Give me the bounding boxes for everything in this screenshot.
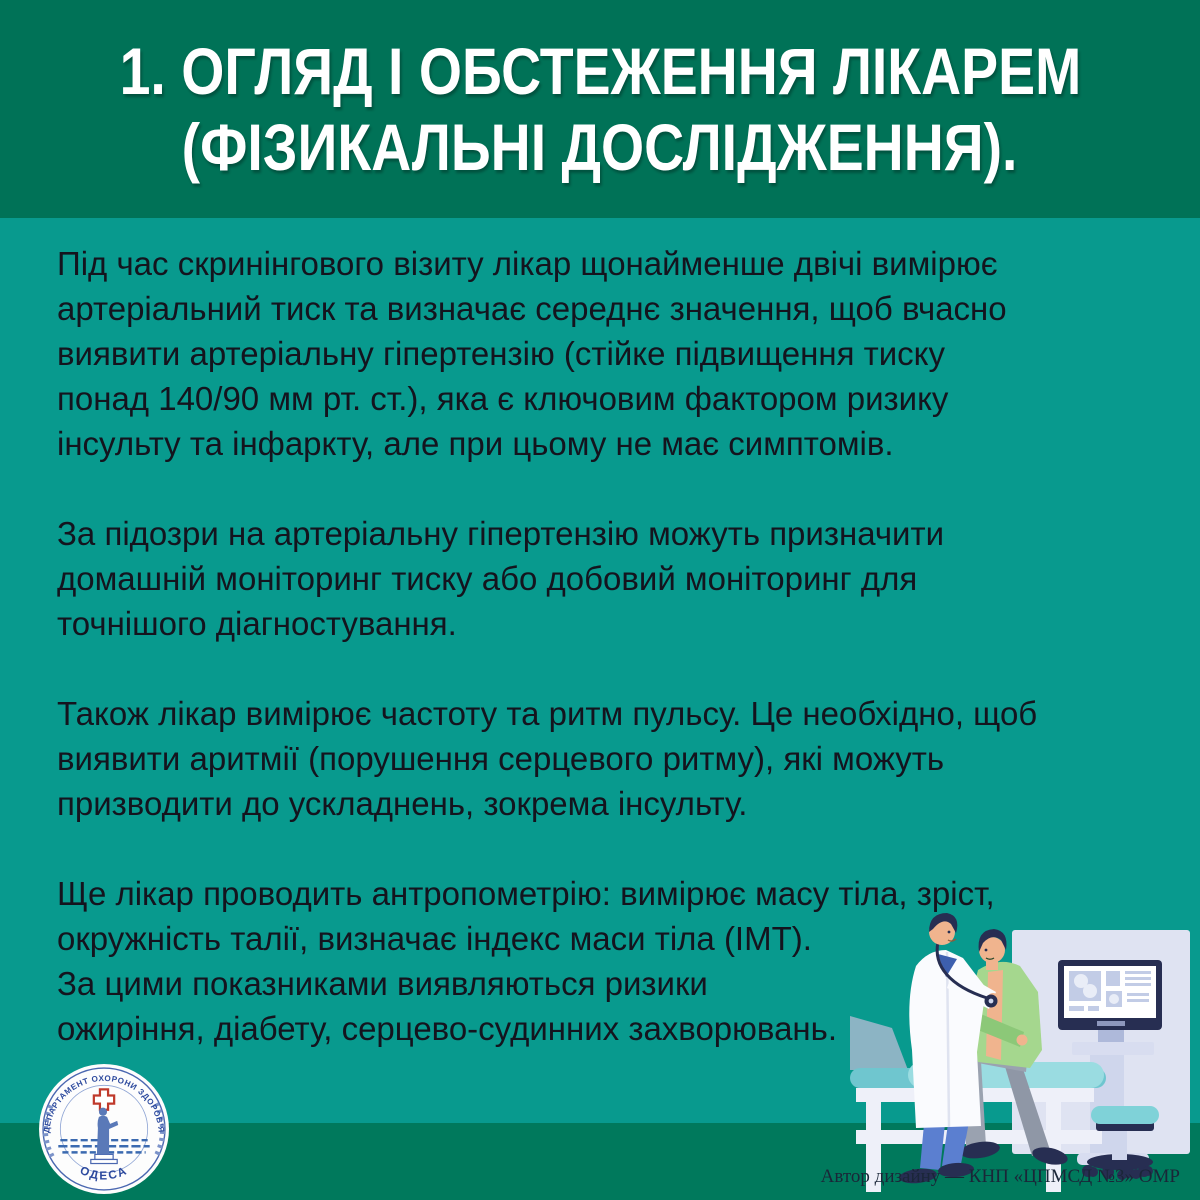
page-title-line-2: (ФІЗИКАЛЬНІ ДОСЛІДЖЕННЯ). (182, 110, 1018, 184)
text-line: виявити аритмії (порушення серцевого ритму), які можуть (57, 740, 945, 777)
text-line: виявити артеріальну гіпертензію (стійке підвищення тиску (57, 335, 945, 372)
text-line: За підозри на артеріальну гіпертензію можуть призначити (57, 515, 945, 552)
text-line: артеріальний тиск та визначає середнє значення, щоб вчасно (57, 290, 1007, 327)
text-line: призводити до ускладнень, зокрема інсульту. (57, 785, 748, 822)
text-line: точнішого діагностування. (57, 605, 457, 642)
text-line: ожиріння, діабету, серцево-судинних захворювань. (57, 1010, 838, 1047)
text-line: домашній моніторинг тиску або добовий моніторинг для (57, 560, 918, 597)
text-line: окружність талії, визначає індекс маси тіла (ІМТ). (57, 920, 812, 957)
page-title-line-1: 1. ОГЛЯД І ОБСТЕЖЕННЯ ЛІКАРЕМ (119, 34, 1081, 108)
logo-city-text: ОДЕСА (77, 1163, 131, 1183)
text-line: понад 140/90 мм рт. ст.), яка є ключовим фактором ризику (57, 380, 949, 417)
design-credit: Автор дизайну — КНП «ЦПМСД №3» ОМР (820, 1166, 1180, 1187)
paragraph-monitoring (57, 511, 1167, 646)
doctor-patient-illustration (850, 900, 1200, 1200)
text-line: Також лікар вимірює частоту та ритм пульсу. Це необхідно, щоб (57, 695, 1038, 732)
logo-arc-text: ДЕПАРТАМЕНТ ОХОРОНИ ЗДОРОВ'Я (42, 1073, 166, 1134)
paragraph-blood-pressure (57, 241, 1167, 466)
text-line: інсульту та інфаркту, але при цьому не має симптомів. (57, 425, 894, 462)
header-banner (0, 0, 1200, 218)
text-line: За цими показниками виявляються ризики (57, 965, 708, 1002)
odesa-health-department-logo (38, 1063, 170, 1195)
text-line: Ще лікар проводить антропометрію: вимірює масу тіла, зріст, (57, 875, 995, 912)
text-line: Під час скринінгового візиту лікар щонайменше двічі вимірює (57, 245, 998, 282)
paragraph-pulse (57, 691, 1167, 826)
